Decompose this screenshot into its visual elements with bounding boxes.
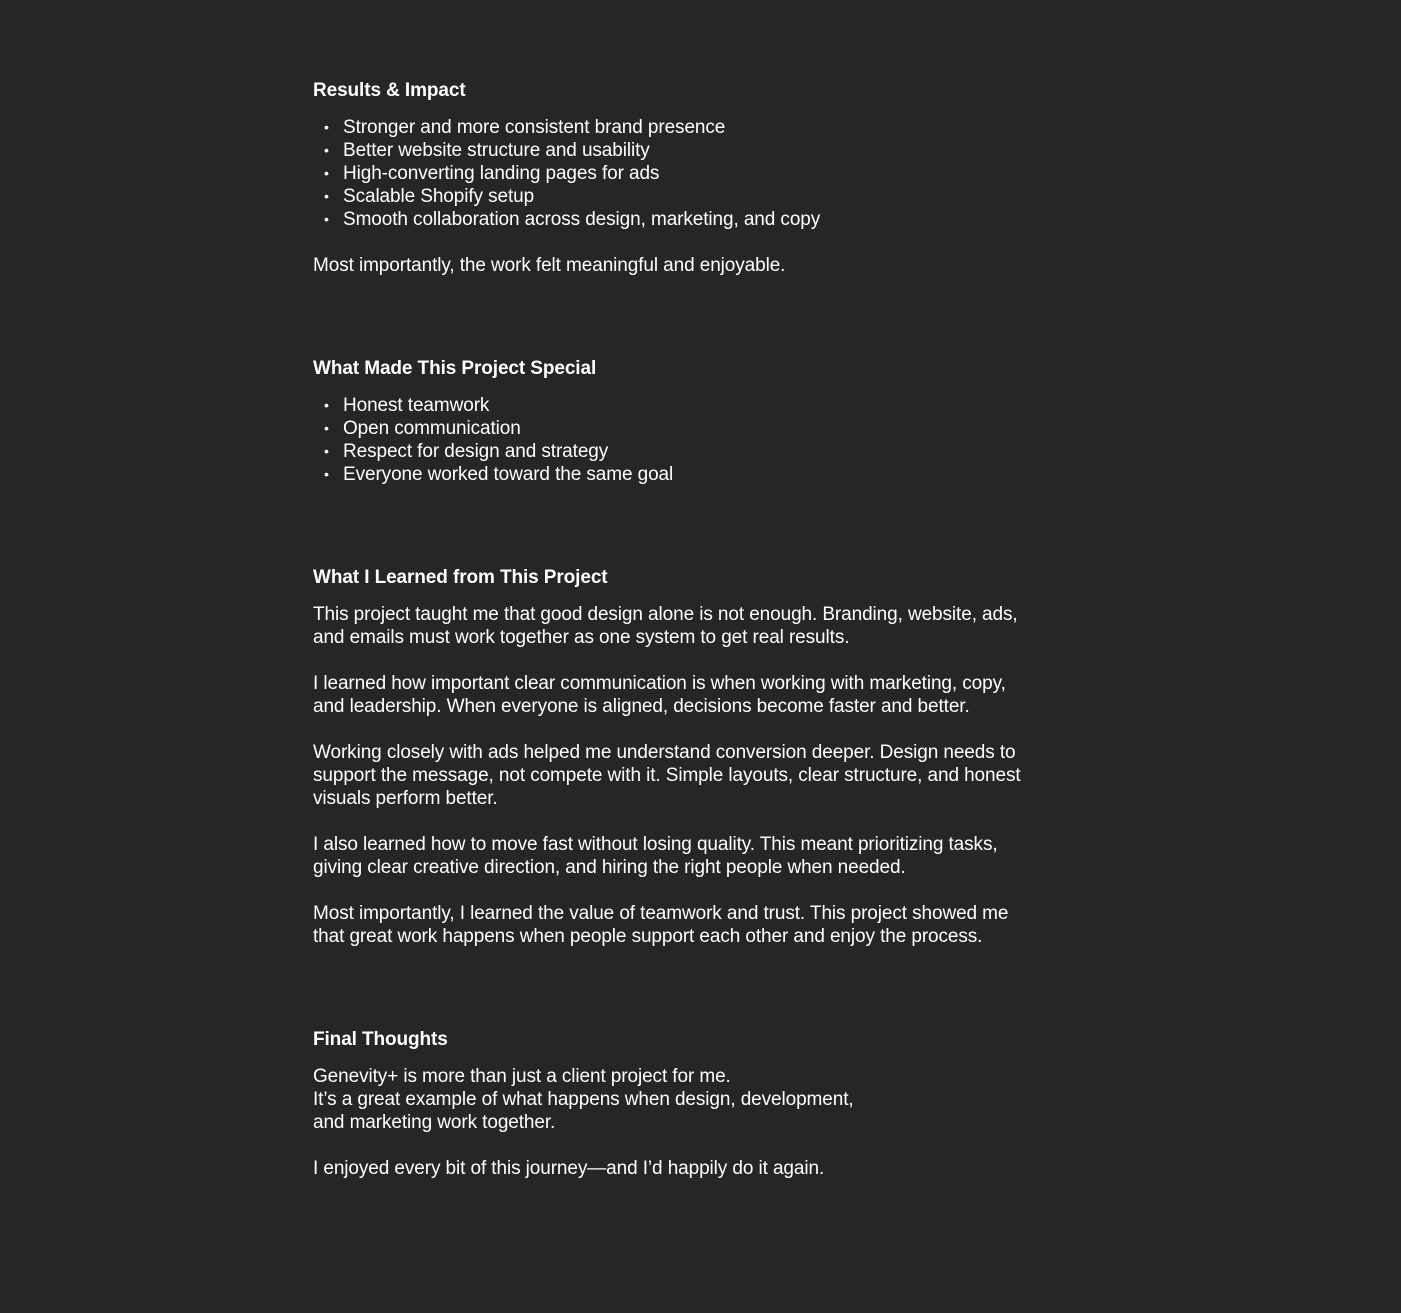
results-impact-section	[313, 78, 1033, 277]
lessons-paragraph: Most importantly, I learned the value of teamwork and trust. This project showed me that great work happens when people support each other and enjoy the process.	[313, 903, 1009, 947]
list-item: • Stronger and more consistent brand presence	[324, 117, 726, 138]
final-thoughts-paragraph: I enjoyed every bit of this journey—and I’d happily do it again.	[313, 1158, 825, 1179]
results-impact-heading: Results & Impact	[313, 80, 466, 101]
list-item: • Open communication	[324, 418, 521, 439]
lessons-paragraph: This project taught me that good design alone is not enough. Branding, website, ads, and emails must work together as one system to get real results.	[313, 604, 1018, 648]
project-special-list	[313, 394, 1033, 486]
bullet-icon: •	[324, 443, 329, 459]
lessons-learned-heading: What I Learned from This Project	[313, 567, 608, 588]
list-item: • Smooth collaboration across design, marketing, and copy	[324, 209, 821, 230]
list-item: • Better website structure and usability	[324, 140, 650, 161]
list-item: • Honest teamwork	[324, 395, 490, 416]
lessons-paragraph: I learned how important clear communication is when working with marketing, copy, and leadership. When everyone is aligned, decisions become faster and better.	[313, 673, 1006, 717]
final-thoughts-section	[313, 1027, 1033, 1180]
bullet-icon: •	[324, 420, 329, 436]
results-closing-text: Most importantly, the work felt meaningful and enjoyable.	[313, 255, 786, 276]
project-special-heading: What Made This Project Special	[313, 358, 597, 379]
list-item: • High-converting landing pages for ads	[324, 163, 660, 184]
bullet-icon: •	[324, 188, 329, 204]
final-thoughts-paragraph: Genevity+ is more than just a client project for me. It’s a great example of what happens when design, development, and marketing work together.	[313, 1066, 854, 1133]
bullet-icon: •	[324, 466, 329, 482]
bullet-icon: •	[324, 211, 329, 227]
lessons-learned-section	[313, 565, 1033, 948]
bullet-icon: •	[324, 397, 329, 413]
list-item: • Scalable Shopify setup	[324, 186, 535, 207]
results-impact-list	[313, 116, 1033, 231]
bullet-icon: •	[324, 142, 329, 158]
list-item: • Respect for design and strategy	[324, 441, 609, 462]
bullet-icon: •	[324, 119, 329, 135]
bullet-icon: •	[324, 165, 329, 181]
list-item: • Everyone worked toward the same goal	[324, 464, 674, 485]
final-thoughts-heading: Final Thoughts	[313, 1029, 448, 1050]
case-study-content	[313, 78, 1033, 1180]
project-special-section	[313, 356, 1033, 486]
lessons-paragraph: I also learned how to move fast without losing quality. This meant prioritizing tasks, giving clear creative direction, and hiring the right people when needed.	[313, 834, 998, 878]
lessons-paragraph: Working closely with ads helped me understand conversion deeper. Design needs to support the message, not compete with it. Simple layouts, clear structure, and honest visuals perform better.	[313, 742, 1021, 809]
